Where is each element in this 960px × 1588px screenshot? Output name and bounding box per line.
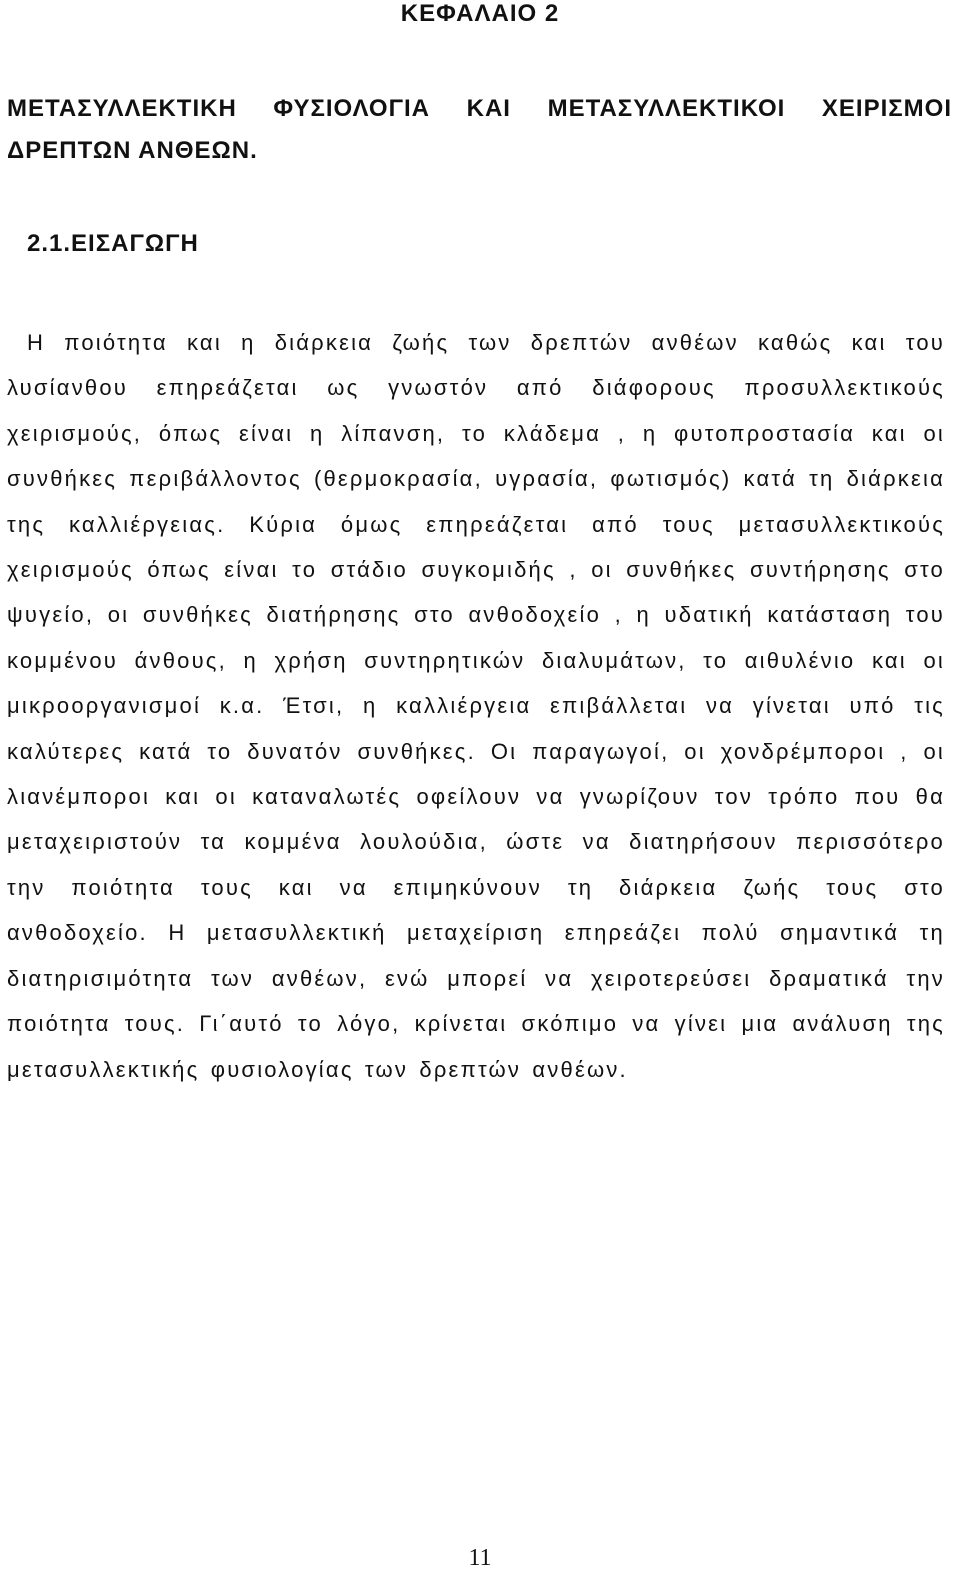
page-number: 11: [468, 1545, 492, 1571]
introduction-paragraph: Η ποιότητα και η διάρκεια ζωής των δρεπτών ανθέων καθώς και του λυσίανθου επηρεάζεται ως γνωστόν από διάφορους προσυλλεκτικούς χειρισμούς, όπως είναι η λίπανση, το κλάδεμα , η φυτοπροστασία και οι συνθήκες περιβάλλοντος (θερμοκρασία, υγρασία, φωτισμός) κατά τη διάρκεια της καλλιέργειας. Κύρια όμως επηρεάζεται από τους μετασυλλεκτικούς χειρισμούς όπως είναι το στάδιο συγκομιδής , οι συνθήκες συντήρησης στο ψυγείο, οι συνθήκες διατήρησης στο ανθοδοχείο , η υδατική κατάσταση του κομμένου άνθους, η χρήση συντηρητικών διαλυμάτων, το αιθυλένιο και οι μικροοργανισμοί κ.α. Έτσι, η καλλιέργεια επιβάλλεται να γίνεται υπό τις καλύτερες κατά το δυνατόν συνθήκες. Οι παραγωγοί, οι χονδρέμποροι , οι λιανέμποροι και οι καταναλωτές οφείλουν να γνωρίζουν τον τρόπο που θα μεταχειριστούν τα κομμένα λουλούδια, ώστε να διατηρήσουν περισσότερο την ποιότητα τους και να επιμηκύνουν τη διάρκεια ζωής τους στο ανθοδοχείο. Η μετασυλλεκτική μεταχείριση επηρεάζει πολύ σημαντικά τη διατηρισιμότητα των ανθέων, ενώ μπορεί να χειροτερεύσει δραματικά την ποιότητα τους. Γι΄αυτό το λόγο, κρίνεται σκόπιμο να γίνει μια ανάλυση της μετασυλλεκτικής φυσιολογίας των δρεπτών ανθέων.: [7, 330, 945, 1082]
chapter-title: ΚΕΦΑΛΑΙΟ 2: [400, 0, 560, 27]
section-heading: 2.1.ΕΙΣΑΓΩΓΗ: [27, 230, 199, 257]
chapter-heading: ΜΕΤΑΣΥΛΛΕΚΤΙΚΗ ΦΥΣΙΟΛΟΓΙΑ ΚΑΙ ΜΕΤΑΣΥΛΛΕΚΤΙΚΟΙ ΧΕΙΡΙΣΜΟΙ ΔΡΕΠΤΩΝ ΑΝΘΕΩΝ.: [7, 95, 952, 164]
body-text-block: [7, 320, 945, 1092]
